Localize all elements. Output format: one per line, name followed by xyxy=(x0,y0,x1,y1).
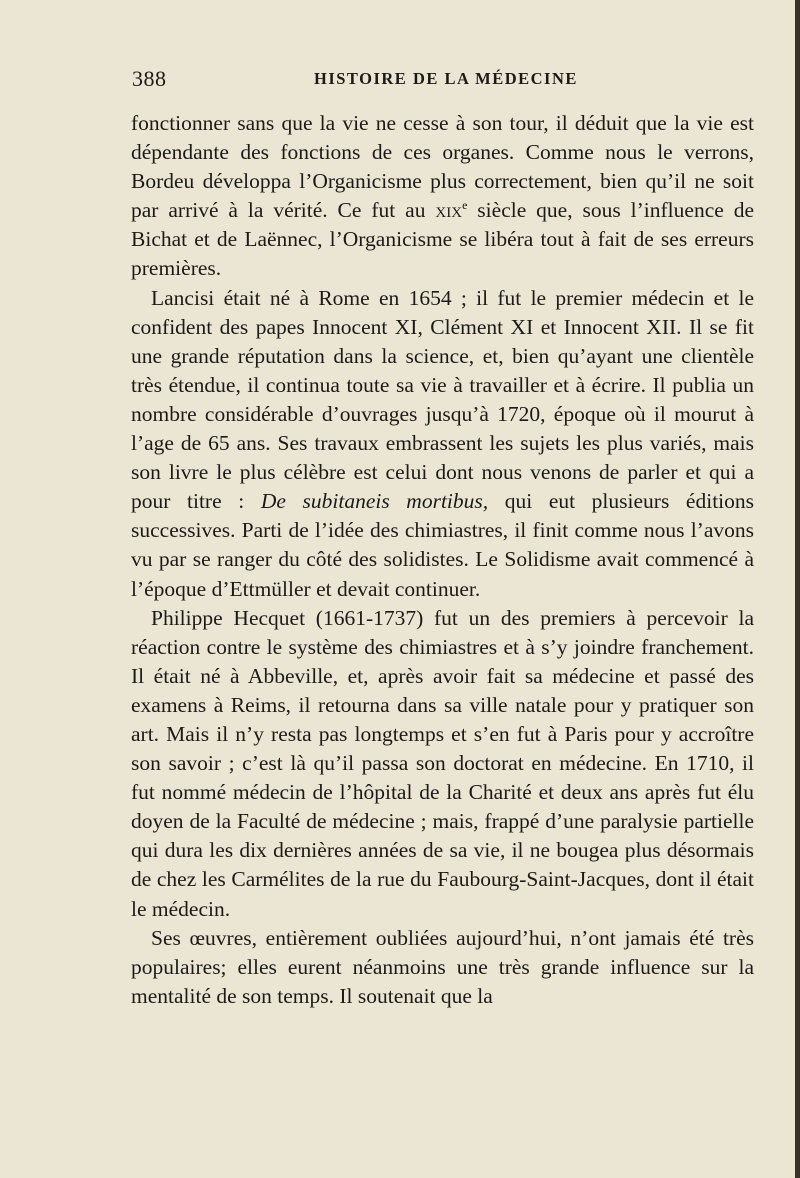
paragraph-lancisi xyxy=(131,284,754,604)
book-title: De subitaneis mortibus, xyxy=(260,489,489,514)
page-header xyxy=(132,66,752,96)
paragraph-text: Lancisi était né à Rome en 1654 ; il fut le premier médecin et le confident des papes Innocent XI, Clément XI et Innocent XII. Il se fit une grande réputation dans la science, et, bien qu’ayant une clientèle très étendue, il continua toute sa vie à travailler et à écrire. Il publia un nombre considérable d’ouvrages jusqu’à 1720, époque où il mourut à l’age de 65 ans. Ses travaux embrassent les sujets les plus variés, mais son livre le plus célèbre est celui dont nous venons de parler et qui a pour titre : xyxy=(131,285,754,514)
running-title: HISTOIRE DE LA MÉDECINE xyxy=(314,69,578,88)
paragraph-organicisme xyxy=(131,109,754,284)
paragraph-oeuvres: Ses œuvres, entièrement oubliées aujourd’hui, n’ont jamais été très populaires; elles eurent néanmoins une très grande influence sur la mentalité de son temps. Il soutenait que la xyxy=(131,925,754,1008)
paragraph-text: fonctionner sans que la vie ne cesse à son tour, il déduit que la vie est dépendante des fonctions de ces organes. Comme nous le verrons, Bordeu développa l’Organicisme plus correctement, bien qu’il ne soit par arrivé à la vérité. Ce fut au xyxy=(131,111,754,223)
paragraph-text: siècle que, sous l’influence de Bichat et de Laënnec, l’Organicisme se libéra tout à fait de ses erreurs premières. xyxy=(131,198,754,281)
paragraph-text: qui eut plusieurs éditions successives. Parti de l’idée des chimiastres, il finit comme nous l’avons vu par se ranger du côté des solidistes. Le Solidisme avait commencé à l’époque d’Ettmüller et devait continuer. xyxy=(131,489,755,601)
century-numeral: xix xyxy=(435,198,463,223)
body-text xyxy=(131,109,754,1011)
page-number: 388 xyxy=(132,66,167,91)
century-superscript: e xyxy=(462,198,468,213)
paragraph-hecquet: Philippe Hecquet (1661-1737) fut un des premiers à percevoir la réaction contre le système des chimiastres et à s’y joindre franchement. Il était né à Abbeville, et, après avoir fait sa médecine et passé des examens à Reims, il retourna dans sa ville natale pour y pratiquer son art. Mais il n’y resta pas longtemps et s’en fut à Paris pour y accroître son savoir ; c’est là qu’il passa son doctorat en médecine. En 1710, il fut nommé médecin de l’hôpital de la Charité et deux ans après fut élu doyen de la Faculté de médecine ; mais, frappé d’une paralysie partielle qui dura les dix dernières années de sa vie, il ne bougea plus désormais de chez les Carmélites de la rue du Faubourg-Saint-Jacques, dont il était le médecin. xyxy=(131,605,754,921)
